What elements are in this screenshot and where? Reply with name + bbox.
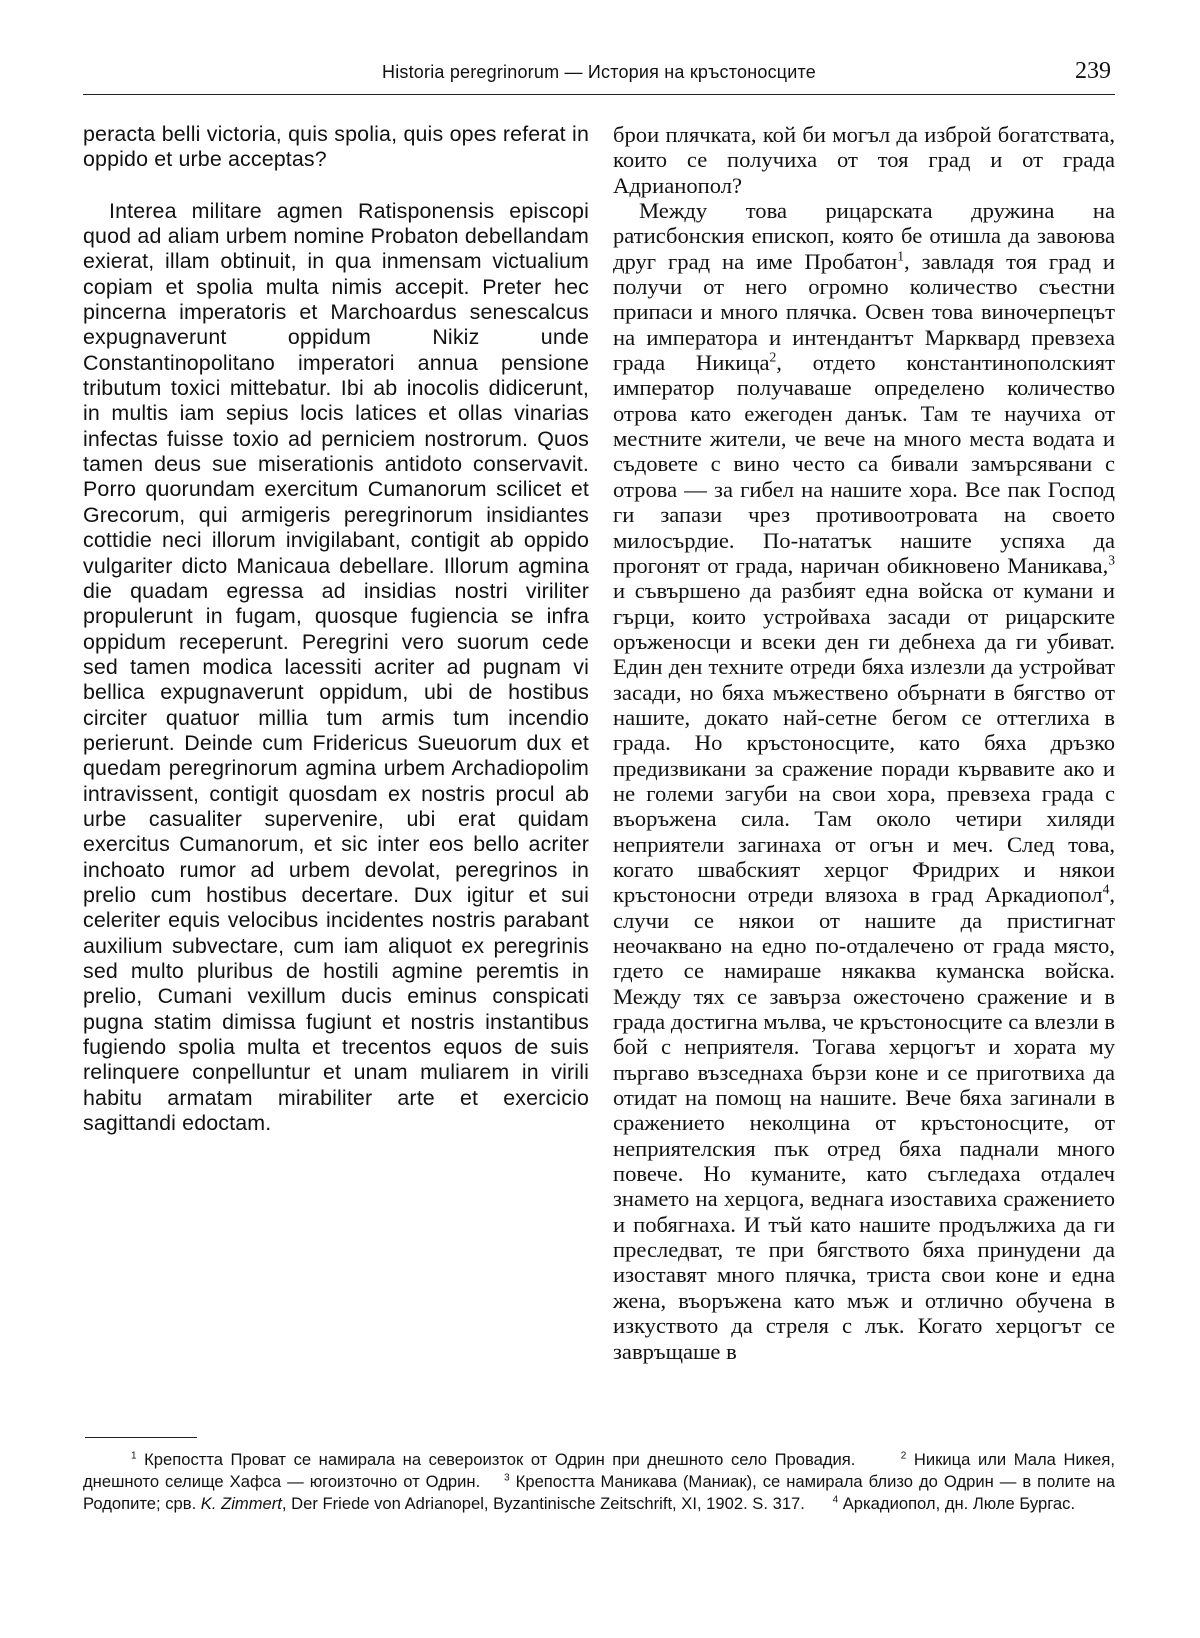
bulgarian-text-segment: , завладя тоя град и получи от него огромно количество съестни припаси и много плячка. Освен това виночерпецът на императора и интендантът Марквард превзеха града Никица bbox=[613, 248, 1115, 376]
latin-paragraph-1: peracta belli victoria, quis spolia, quis opes referat in oppido et urbe acceptas? bbox=[83, 122, 589, 172]
footnote-ref-4: 4 bbox=[1102, 881, 1110, 897]
bulgarian-text-segment: , случи се някои от нашите да пристигнат неочаквано на едно по-отдалечено от града място, гдето се намираше някаква куманска войска. Между тях се завърза ожесточено сражение и в града достигна мълва, че кръстоносците са влезли в бой с неприятеля. Тогава херцогът и хората му пъргаво възседнаха бързи коне и се приготвиха да отидат на помощ на нашите. Вече бяха загинали в сражението неколцина от кръстоносците, от неприятелския пък отред бяха паднали много повече. Но куманите, като съгледаха отдалеч знамето на херцога, веднага изоставиха сражението и побягнаха. И тъй като нашите продължиха да ги преследват, те при бягството бяха принудени да изоставят много плячка, триста свои коне и една жена, въоръжена като мъж и отлично обучена в изкуството да стреля с лък. Когато херцогът се завръщаше в bbox=[613, 882, 1115, 1364]
bulgarian-text-segment: , отдето константинополският император получаваше определено количество отрова като ежегоден данък. Там те научиха от местните жители, че вече на много места водата и съдовете с вино често са бивали замърсявани с отрова — за гибел на нашите хора. Все пак Господ ги запази чрез противоотровата на своето милосърдие. По-нататък нашите успяха да прогонят от града, наричан обикновено Маникава, bbox=[613, 350, 1116, 578]
bulgarian-paragraph-1: брои плячката, кой би могъл да изброй богатствата, които се получиха от тоя град и от града Адрианопол? bbox=[613, 122, 1115, 198]
latin-column bbox=[83, 122, 589, 1136]
bulgarian-text-segment: и съвършено да разбият една войска от кумани и гърци, които устройваха засади от рицарските оръженосци и всеки ден ги дебнеха да ги убиват. Един ден техните отреди бяха излезли да устройват засади, но бяха мъжествено обърнати в бягство от нашите, докато най-сетне бегом се оттеглиха в града. Но кръстоносците, като бяха дръзко предизвикани за сражение поради кървавите ако и не големи загуби на свои хора, превзеха града с въоръжена сила. Там около четири хиляди неприятели загинаха от огън и меч. След това, когато швабският херцог Фридрих и някои кръстоносни отреди влязоха в град Аркадиопол bbox=[613, 578, 1115, 908]
footnotes bbox=[83, 1449, 1115, 1515]
footnote-number-1: 1 bbox=[131, 1450, 137, 1462]
footnote-number-3: 3 bbox=[504, 1472, 510, 1484]
bulgarian-paragraph-2 bbox=[613, 198, 1115, 1364]
footnote-4: Аркадиопол, дн. Люле Бургас. bbox=[838, 1494, 1076, 1513]
footnote-number-4: 4 bbox=[832, 1494, 839, 1506]
footnote-3: Крепостта Маникава (Маниак), се намирала близо до Одрин — в полите на Родопите; срв. bbox=[83, 1472, 1115, 1513]
footnote-ref-1: 1 bbox=[897, 248, 905, 264]
footnote-ref-3: 3 bbox=[1108, 552, 1115, 568]
latin-paragraph-2: Interea militare agmen Ratisponensis episcopi quod ad aliam urbem nomine Probaton debellandam exierat, illam obtinuit, in qua inmensam victualium copiam et spolia multa nimis accepit. Preter hec pincerna imperatoris et Marchoardus senescalcus expugnaverunt oppidum Nikiz unde Constantinopolitano imperatori annua pensione tributum toxici mittebatur. Ibi ab inocolis didicerunt, in multis iam sepius locis latices et ollas vinarias infectas fuisse toxio ad perniciem nostrorum. Quos tamen deus sue miserationis antidoto conservavit. Porro quorundam exercitum Cumanorum scilicet et Grecorum, qui armigeris peregrinorum insidiantes cottidie neci illorum invigilabant, contigit ab oppido vulgariter dicto Manicaua debellare. Illorum agmina die quadam egressa ad insidias nostri viriliter propulerunt in fugam, quosque fugiencia se infra oppidum receperunt. Peregrini vero suorum cede sed tamen modica lacessiti acriter ad pugnam vi bellica expugnaverunt oppidum, ubi de hostibus circiter quatuor millia tum armis tum incendio perierunt. Deinde cum Fridericus Sueuorum dux et quedam peregrinorum agmina urbem Archadiopolim intravissent, contigit quosdam ex nostris procul ab urbe casualiter supervenire, ubi erat quidam exercitus Cumanorum, et sic inter eos bello acriter inchoato rumor ad urbem devolat, peregrinos in prelio cum hostibus decertare. Dux igitur et sui celeriter equis velocibus incidentes nostris parabant auxilium subvectare, cum iam aliquot ex peregrinis sed multo pluribus de hostili agmine peremtis in prelio, Cumani vexillum ducis eminus conspicati pugna statim dimissa fugiunt et nostris instantibus fugiendo spolia multa et trecentos equos de suis relinquere conpelluntur et unam muliarem in virili habitu armatam mirabiliter arte et exercicio sagittandi edoctam. bbox=[83, 198, 589, 1136]
running-head bbox=[83, 60, 1115, 95]
footnote-number-2: 2 bbox=[900, 1450, 907, 1462]
footnote-3-author: K. Zimmert bbox=[200, 1494, 282, 1513]
bulgarian-column bbox=[613, 122, 1115, 1364]
footnote-2: Никица или Мала Никея, днешното селище Хафса — югоизточно от Одрин. bbox=[83, 1450, 1115, 1491]
footnote-1: Крепостта Проват се намирала на североизток от Одрин при днешното село Провадия. bbox=[136, 1450, 856, 1469]
footnote-divider bbox=[85, 1437, 197, 1438]
bulgarian-text-segment: Между това рицарската дружина на ратисбонския епископ, която бе отишла да завоюва друг град на име Пробатон bbox=[613, 198, 1115, 274]
page-number: 239 bbox=[1075, 58, 1111, 84]
footnote-3-continued: , Der Friede von Adrianopel, Byzantinische Zeitschrift, XI, 1902. S. 317. bbox=[281, 1494, 805, 1513]
running-title: Historia peregrinorum — История на кръстоносците bbox=[382, 62, 816, 82]
footnote-ref-2: 2 bbox=[769, 349, 777, 365]
